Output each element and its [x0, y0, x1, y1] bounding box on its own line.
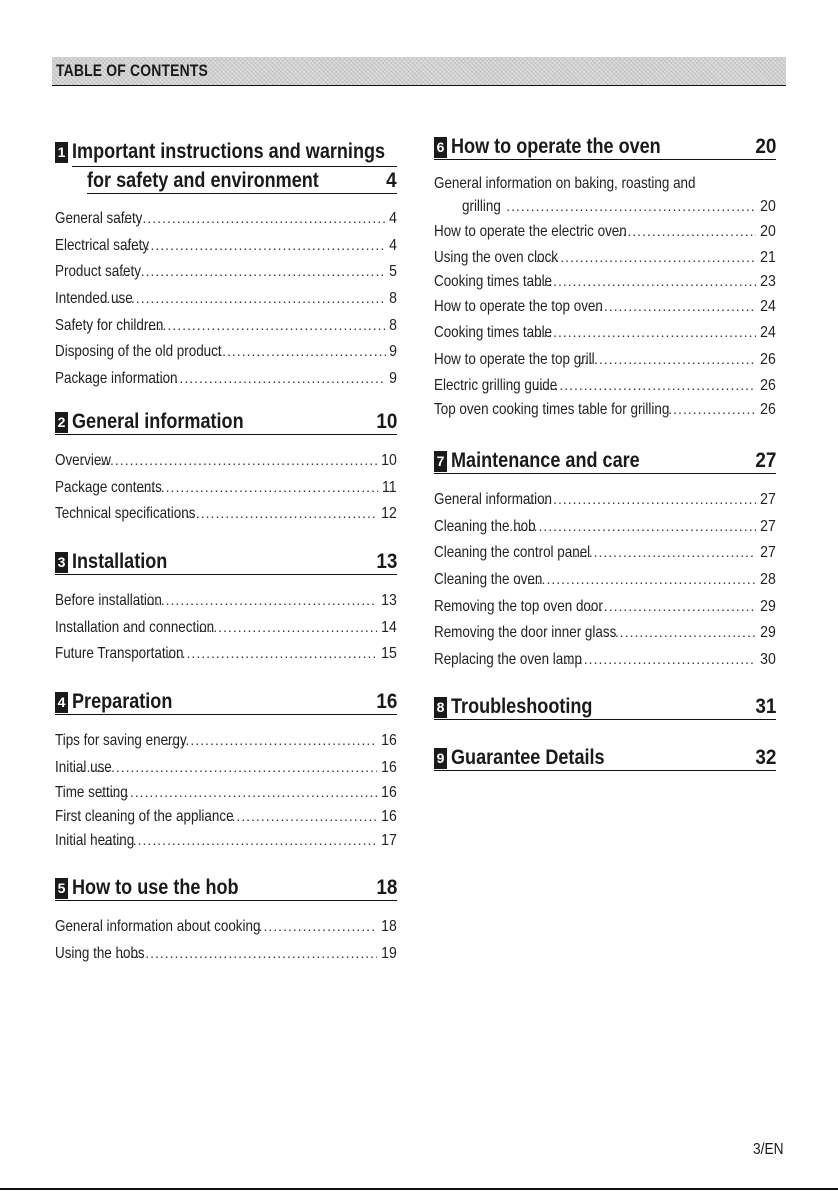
- toc-section-2: [55, 410, 397, 527]
- toc-entry[interactable]: [55, 780, 397, 804]
- entry-page: 27: [760, 517, 776, 535]
- toc-entry[interactable]: [55, 258, 397, 285]
- section-title-line1: Important instructions and warnings: [72, 140, 386, 163]
- entry-label: Cooking times table: [434, 272, 553, 290]
- entry-page: 24: [760, 297, 776, 315]
- entry-page: 10: [381, 452, 397, 469]
- section-page-number: 18: [375, 876, 397, 899]
- toc-entry[interactable]: [434, 566, 776, 593]
- section-title: General information: [72, 410, 244, 433]
- entry-label: Top oven cooking times table for grilling: [434, 400, 670, 418]
- section-number-badge: 3: [55, 552, 68, 573]
- dot-leader: [529, 319, 757, 346]
- section-number-badge: 7: [434, 451, 447, 472]
- toc-entry[interactable]: [55, 587, 397, 614]
- section-title: Guarantee Details: [451, 746, 605, 769]
- entry-label: Initial use: [55, 758, 112, 776]
- section-number-badge: 8: [434, 697, 447, 718]
- section-heading[interactable]: [55, 876, 397, 901]
- section-number-badge: 1: [55, 142, 68, 163]
- dot-leader: [564, 646, 756, 673]
- dot-leader: [254, 913, 377, 940]
- toc-entry[interactable]: [434, 539, 776, 566]
- entry-page: 13: [381, 592, 397, 609]
- section-page-number: 31: [754, 695, 776, 718]
- dot-leader: [116, 940, 377, 967]
- section-heading[interactable]: [55, 690, 397, 715]
- toc-section-3: [55, 550, 397, 667]
- toc-entry[interactable]: [55, 474, 397, 501]
- entry-label-line1: General information on baking, roasting and: [434, 175, 696, 192]
- bottom-divider: [0, 1188, 838, 1190]
- entry-label: Replacing the oven lamp: [434, 651, 582, 669]
- entry-page: 23: [760, 272, 776, 290]
- toc-entry[interactable]: [55, 614, 397, 641]
- toc-section-6: [434, 135, 776, 421]
- dot-leader: [605, 619, 756, 646]
- dot-leader: [155, 365, 386, 392]
- dot-leader: [509, 513, 756, 540]
- section-title-line2: for safety and environment: [87, 169, 319, 192]
- dot-leader: [176, 500, 377, 527]
- entry-page: 14: [381, 618, 397, 636]
- toc-entry[interactable]: [55, 754, 397, 781]
- section-page-number: 4: [386, 169, 397, 192]
- entry-label: Using the oven clock: [434, 248, 559, 266]
- section-page-number: 32: [754, 746, 776, 769]
- dot-leader: [529, 486, 757, 513]
- section-heading[interactable]: [55, 550, 397, 575]
- entry-label: Using the hobs: [55, 944, 145, 962]
- entry-page: 8: [389, 290, 397, 308]
- entry-label: Initial heating: [55, 832, 135, 850]
- toc-entry[interactable]: [55, 913, 397, 940]
- entry-label: General information about cooking: [55, 918, 261, 935]
- toc-entry[interactable]: [55, 312, 397, 339]
- entry-page: 27: [760, 544, 776, 562]
- toc-entry[interactable]: [434, 319, 776, 346]
- toc-section-8: [434, 695, 776, 720]
- dot-leader: [529, 269, 757, 293]
- toc-entry[interactable]: [434, 269, 776, 293]
- section-title: How to operate the oven: [451, 135, 661, 158]
- entry-label: Package information: [55, 370, 178, 388]
- entry-page: 8: [389, 316, 397, 334]
- section-number-badge: 5: [55, 878, 68, 899]
- dot-leader: [222, 804, 378, 828]
- entry-label: Cleaning the control panel: [434, 544, 591, 562]
- toc-entry[interactable]: [55, 500, 397, 527]
- entry-label: Overview: [55, 452, 112, 469]
- section-title: Installation: [72, 550, 168, 573]
- toc-entry[interactable]: [434, 172, 776, 218]
- entry-page: 19: [381, 944, 397, 962]
- dot-leader: [589, 593, 756, 620]
- entry-label: Time setting: [55, 784, 128, 802]
- entry-page: 16: [381, 808, 397, 826]
- entry-label: Removing the top oven door: [434, 597, 603, 615]
- section-title: Maintenance and care: [451, 449, 640, 472]
- entry-label: Cleaning the hob: [434, 517, 536, 535]
- toc-entry[interactable]: [434, 646, 776, 673]
- dot-leader: [618, 218, 757, 245]
- entry-page: 5: [389, 263, 397, 281]
- entry-page: 11: [382, 478, 397, 496]
- entry-label: Tips for saving energy: [55, 732, 187, 749]
- entry-page: 15: [381, 645, 397, 663]
- toc-section-5: [55, 876, 397, 966]
- dot-leader: [166, 727, 377, 754]
- entry-label: Electric grilling guide: [434, 376, 558, 394]
- entry-label: General information: [434, 491, 553, 508]
- entry-page: 26: [760, 400, 776, 418]
- entry-label: Package contents: [55, 478, 162, 496]
- toc-entry[interactable]: [434, 486, 776, 513]
- entry-page: 9: [389, 370, 397, 388]
- dot-leader: [207, 338, 386, 365]
- dot-leader: [111, 258, 386, 285]
- entry-label: Before installation: [55, 592, 162, 609]
- toc-entry[interactable]: [434, 373, 776, 397]
- section-page-number: 16: [375, 690, 397, 713]
- entry-label: Cleaning the oven: [434, 571, 543, 589]
- section-number-badge: 2: [55, 412, 68, 433]
- toc-entry[interactable]: [434, 513, 776, 540]
- section-title: Troubleshooting: [451, 695, 593, 718]
- toc-title: TABLE OF CONTENTS: [56, 61, 208, 80]
- dot-leader: [668, 397, 756, 421]
- entry-label: First cleaning of the appliance: [55, 808, 234, 826]
- entry-page: 29: [760, 624, 776, 642]
- section-heading[interactable]: [434, 746, 776, 771]
- toc-entry[interactable]: [434, 619, 776, 646]
- toc-entry[interactable]: [55, 447, 397, 474]
- dot-leader: [138, 312, 386, 339]
- toc-entry[interactable]: [55, 828, 397, 852]
- entry-label: Installation and connection: [55, 618, 215, 636]
- entry-label: Safety for children: [55, 316, 164, 334]
- toc-section-9: [434, 746, 776, 771]
- dot-leader: [589, 293, 756, 320]
- dot-leader: [199, 614, 378, 641]
- toc-section-1: [55, 140, 397, 392]
- entry-label: Electrical safety: [55, 236, 150, 254]
- entry-page: 16: [381, 758, 397, 776]
- section-heading[interactable]: [434, 695, 776, 720]
- dot-leader: [121, 232, 386, 259]
- section-page-number: 27: [754, 449, 776, 472]
- section-heading[interactable]: [434, 135, 776, 160]
- page-footer-label: 3/EN: [753, 1141, 784, 1158]
- entry-page: 4: [389, 236, 397, 254]
- dot-leader: [96, 780, 378, 804]
- toc-entry[interactable]: [55, 727, 397, 754]
- toc-entry[interactable]: [55, 205, 397, 232]
- entry-label: How to operate the top oven: [434, 297, 603, 315]
- entry-label: How to operate the top grill: [434, 351, 595, 369]
- toc-entry[interactable]: [55, 804, 397, 828]
- entry-page: 24: [760, 324, 776, 342]
- section-heading[interactable]: [55, 410, 397, 435]
- toc-entry[interactable]: [434, 218, 776, 245]
- toc-entry[interactable]: [434, 397, 776, 421]
- entry-page: 9: [389, 343, 397, 361]
- toc-entry[interactable]: [55, 940, 397, 967]
- dot-leader: [103, 828, 377, 852]
- entry-label: Future Transportation: [55, 645, 184, 663]
- entry-page: 29: [760, 597, 776, 615]
- dot-leader: [162, 640, 377, 667]
- section-page-number: 13: [375, 550, 397, 573]
- entry-page: 30: [760, 651, 776, 669]
- dot-leader: [102, 285, 386, 312]
- entry-label: General safety: [55, 210, 143, 227]
- entry-label-line2: grilling: [462, 198, 501, 215]
- entry-label: Cooking times table: [434, 324, 553, 342]
- toc-entry[interactable]: [55, 338, 397, 365]
- entry-page: 16: [381, 784, 397, 802]
- dot-leader: [76, 447, 377, 474]
- dot-leader: [136, 587, 377, 614]
- section-heading[interactable]: [434, 449, 776, 474]
- entry-label: How to operate the electric oven: [434, 223, 627, 240]
- entry-label: Disposing of the old product: [55, 343, 222, 361]
- entry-page: 16: [381, 732, 397, 749]
- toc-entry[interactable]: [434, 293, 776, 320]
- entry-page: 21: [760, 248, 776, 266]
- dot-leader: [136, 474, 378, 501]
- entry-page: 4: [389, 210, 397, 227]
- toc-header-bar: [52, 57, 786, 86]
- entry-page: 27: [760, 491, 776, 508]
- dot-leader: [536, 245, 756, 269]
- toc-entry[interactable]: [55, 232, 397, 259]
- toc-section-4: [55, 690, 397, 852]
- dot-leader: [579, 346, 756, 373]
- entry-label: Product safety: [55, 263, 141, 281]
- section-number-badge: 6: [434, 137, 447, 158]
- toc-entry[interactable]: [55, 285, 397, 312]
- entry-page: 12: [381, 505, 397, 523]
- section-page-number: 20: [754, 135, 776, 158]
- dot-leader: [113, 205, 386, 232]
- toc-entry[interactable]: [434, 593, 776, 620]
- section-title: Preparation: [72, 690, 173, 713]
- dot-leader: [506, 195, 756, 218]
- dot-leader: [517, 566, 756, 593]
- toc-section-7: [434, 449, 776, 673]
- entry-page: 17: [381, 832, 397, 850]
- section-page-number: 10: [375, 410, 397, 433]
- entry-label: Intended use: [55, 290, 133, 308]
- dot-leader: [535, 373, 756, 397]
- entry-label: Removing the door inner glass: [434, 624, 617, 642]
- entry-page: 20: [760, 198, 776, 215]
- entry-page: 20: [760, 223, 776, 240]
- section-heading[interactable]: [55, 140, 397, 194]
- section-title: How to use the hob: [72, 876, 239, 899]
- entry-page: 28: [760, 571, 776, 589]
- section-number-badge: 9: [434, 748, 447, 769]
- entry-page: 26: [760, 351, 776, 369]
- toc-entry[interactable]: [55, 640, 397, 667]
- toc-entry[interactable]: [434, 245, 776, 269]
- toc-entry[interactable]: [55, 365, 397, 392]
- entry-page: 18: [381, 918, 397, 935]
- entry-page: 26: [760, 376, 776, 394]
- section-number-badge: 4: [55, 692, 68, 713]
- dot-leader: [77, 754, 377, 781]
- toc-entry[interactable]: [434, 346, 776, 373]
- entry-label: Technical specifications: [55, 505, 196, 523]
- dot-leader: [574, 539, 756, 566]
